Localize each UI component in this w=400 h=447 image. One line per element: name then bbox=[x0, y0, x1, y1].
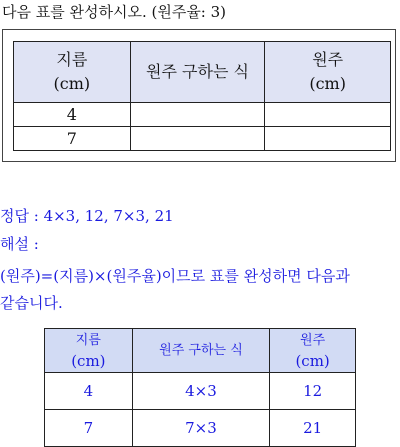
question-box bbox=[2, 29, 396, 162]
explanation-line-2: 같습니다. bbox=[0, 294, 63, 312]
circumference-input-cell[interactable] bbox=[265, 127, 391, 151]
question-table bbox=[13, 41, 391, 151]
answer-label: 정답 : 4×3, 12, 7×3, 21 bbox=[0, 207, 174, 225]
diameter-cell: 7 bbox=[14, 127, 131, 151]
answer-table-header bbox=[45, 329, 356, 373]
header-circumference bbox=[270, 329, 356, 373]
header-circumference bbox=[265, 42, 391, 103]
table-row bbox=[45, 410, 356, 447]
circumference-cell: 12 bbox=[270, 373, 356, 410]
header-diameter-unit: (cm) bbox=[53, 74, 91, 93]
diameter-cell: 7 bbox=[45, 410, 133, 447]
table-row bbox=[45, 373, 356, 410]
header-circumference-label: 원주 bbox=[312, 50, 344, 69]
header-circumference-unit: (cm) bbox=[309, 74, 346, 93]
formula-cell: 4×3 bbox=[132, 373, 269, 410]
header-formula: 원주 구하는 식 bbox=[132, 329, 269, 373]
header-diameter bbox=[14, 42, 131, 103]
diameter-cell: 4 bbox=[45, 373, 133, 410]
question-table-header bbox=[14, 42, 391, 103]
header-diameter-unit: (cm) bbox=[71, 351, 106, 370]
formula-input-cell[interactable] bbox=[130, 127, 265, 151]
formula-input-cell[interactable] bbox=[130, 103, 265, 127]
header-circumference-label: 원주 bbox=[300, 332, 326, 348]
header-diameter bbox=[45, 329, 133, 373]
circumference-cell: 21 bbox=[270, 410, 356, 447]
question-title: 다음 표를 완성하시오. (원주율: 3) bbox=[2, 3, 227, 21]
circumference-input-cell[interactable] bbox=[265, 103, 391, 127]
answer-table bbox=[44, 328, 356, 447]
explanation-label: 해설 : bbox=[0, 235, 39, 253]
header-formula: 원주 구하는 식 bbox=[130, 42, 265, 103]
diameter-cell: 4 bbox=[14, 103, 131, 127]
header-diameter-label: 지름 bbox=[56, 50, 88, 69]
table-row bbox=[14, 103, 391, 127]
header-circumference-unit: (cm) bbox=[295, 351, 330, 370]
formula-cell: 7×3 bbox=[132, 410, 269, 447]
table-row bbox=[14, 127, 391, 151]
header-diameter-label: 지름 bbox=[75, 332, 101, 348]
explanation-line-1: (원주)=(지름)×(원주율)이므로 표를 완성하면 다음과 bbox=[0, 267, 350, 285]
